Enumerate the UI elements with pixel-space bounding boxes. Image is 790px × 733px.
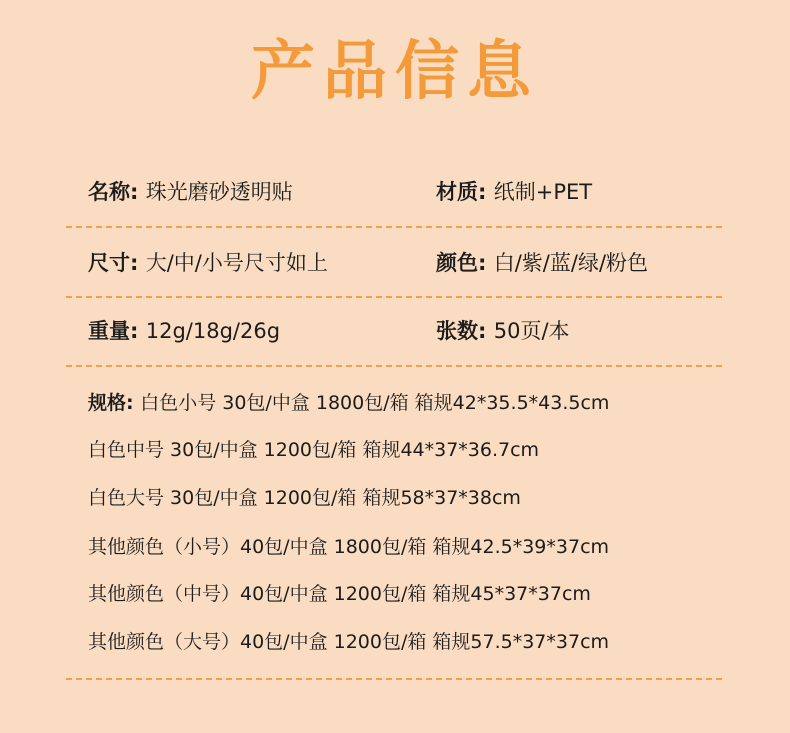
info-cell-material — [436, 172, 592, 212]
info-cell-weight — [88, 311, 280, 351]
spec-line — [88, 386, 748, 420]
spec-line — [88, 625, 748, 659]
spec-text: 白色中号 30包/中盒 1200包/箱 箱规44*37*36.7cm — [88, 439, 540, 461]
divider — [66, 678, 722, 680]
spec-line — [88, 577, 748, 611]
spec-line — [88, 481, 748, 515]
size-value: 大/中/小号尺寸如上 — [145, 251, 328, 275]
divider — [66, 365, 722, 367]
material-label: 材质: — [436, 180, 494, 204]
sheets-label: 张数: — [436, 319, 494, 343]
specs-label: 规格: — [88, 392, 141, 414]
name-value: 珠光磨砂透明贴 — [145, 180, 293, 204]
page-title: 产品信息 — [251, 35, 539, 109]
info-cell-color — [436, 243, 648, 283]
divider — [66, 296, 722, 298]
info-cell-sheets — [436, 311, 570, 351]
divider — [66, 226, 722, 228]
weight-label: 重量: — [88, 319, 146, 343]
spec-text: 其他颜色（中号）40包/中盒 1200包/箱 箱规45*37*37cm — [88, 583, 591, 605]
name-label: 名称: — [88, 180, 146, 204]
info-row-name-material — [88, 172, 728, 212]
color-label: 颜色: — [436, 251, 494, 275]
info-cell-size — [88, 243, 328, 283]
spec-text: 白色小号 30包/中盒 1800包/箱 箱规42*35.5*43.5cm — [140, 392, 610, 414]
color-value: 白/紫/蓝/绿/粉色 — [493, 251, 649, 275]
weight-value: 12g/18g/26g — [145, 319, 281, 343]
spec-line — [88, 530, 748, 564]
info-cell-name — [88, 172, 293, 212]
sheets-value: 50页/本 — [493, 319, 570, 343]
size-label: 尺寸: — [88, 251, 146, 275]
info-row-weight-sheets — [88, 311, 728, 351]
spec-text: 其他颜色（小号）40包/中盒 1800包/箱 箱规42.5*39*37cm — [88, 536, 610, 558]
spec-line — [88, 433, 748, 467]
material-value: 纸制+PET — [493, 180, 593, 204]
spec-text: 白色大号 30包/中盒 1200包/箱 箱规58*37*38cm — [88, 487, 521, 509]
info-row-size-color — [88, 243, 728, 283]
spec-text: 其他颜色（大号）40包/中盒 1200包/箱 箱规57.5*37*37cm — [88, 631, 610, 653]
